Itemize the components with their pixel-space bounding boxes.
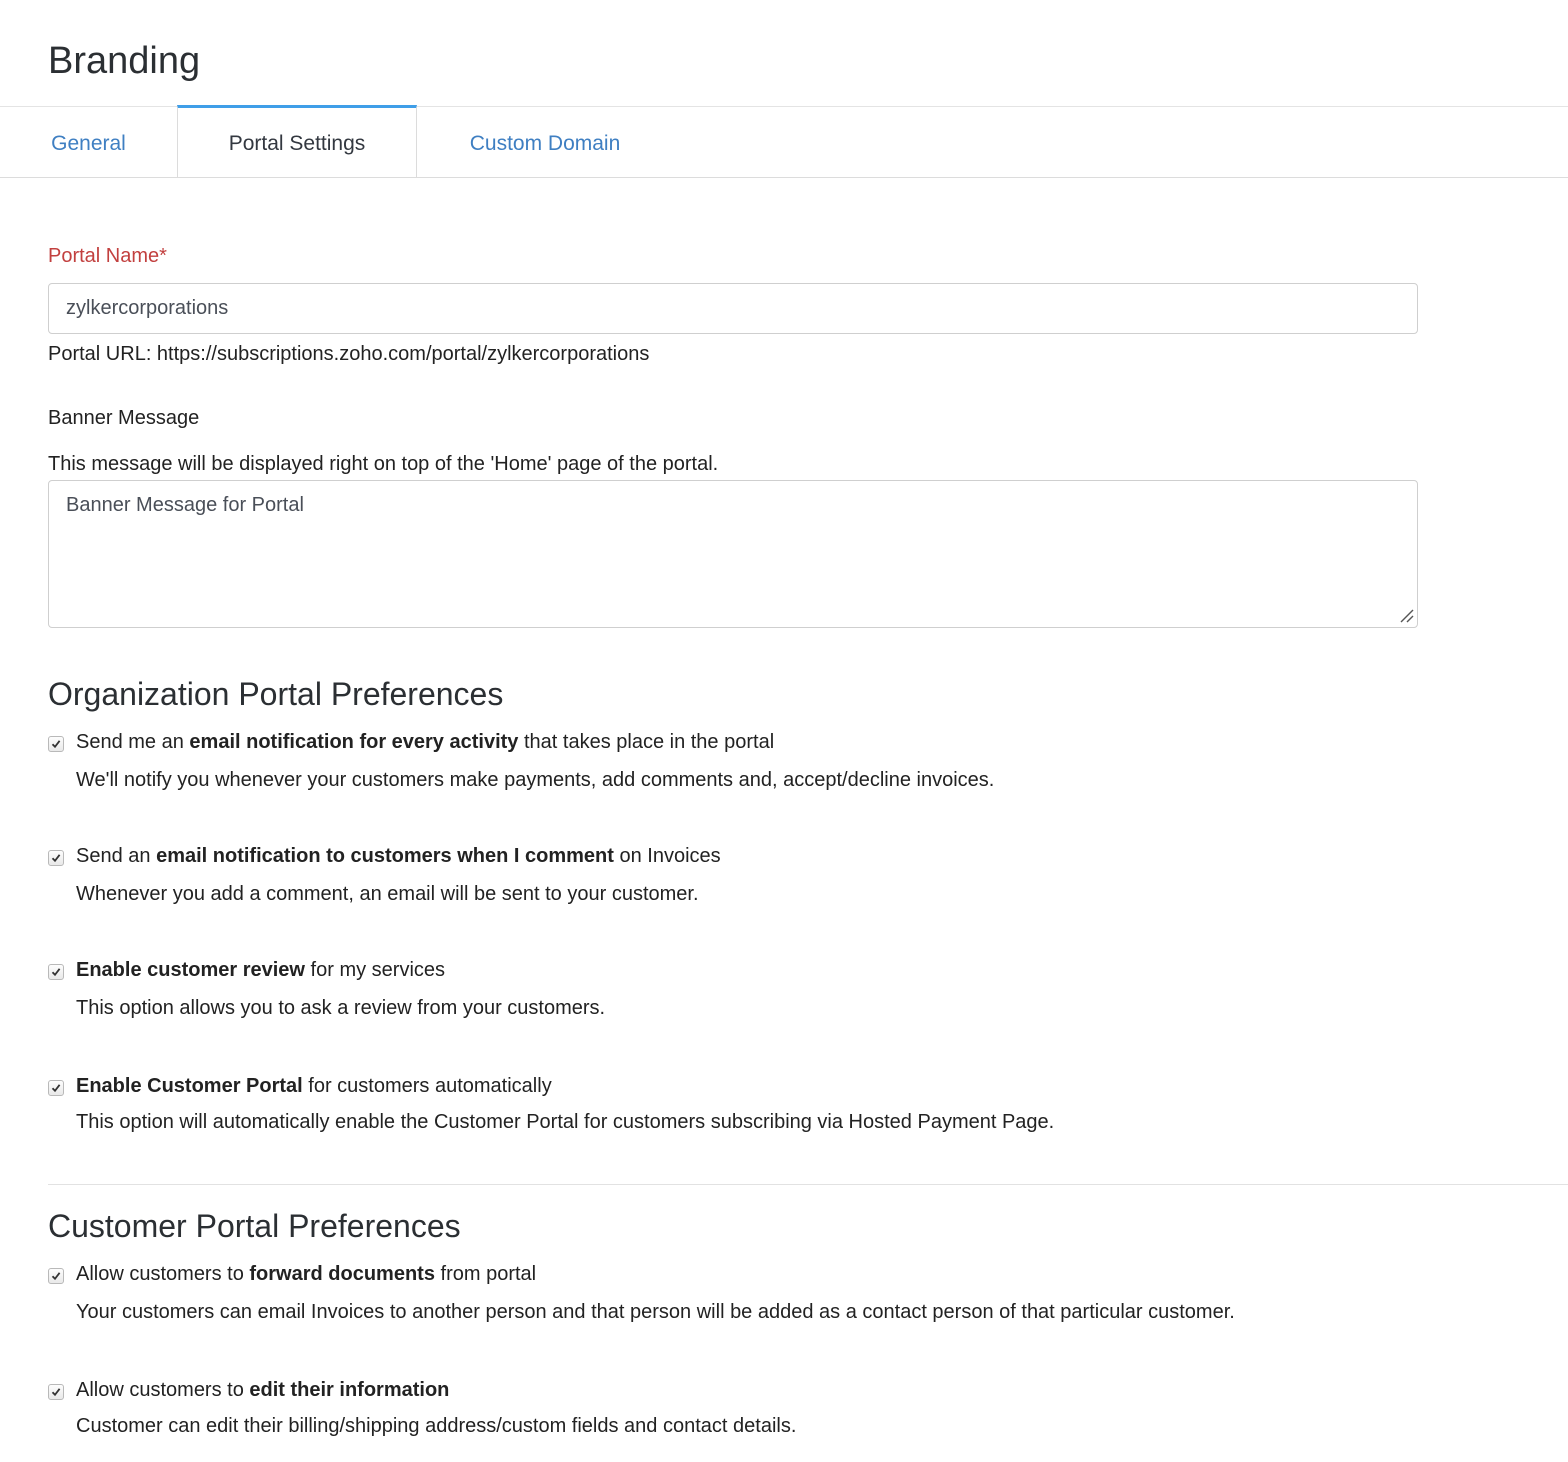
customer-pref-checkbox[interactable] [48,1268,64,1284]
org-pref-title: Enable customer review for my services [76,959,446,981]
checkmark-icon [51,1083,61,1093]
org-pref-desc: This option will automatically enable the Customer Portal for customers subscribing via Hosted Payment Page. [76,1111,1055,1133]
org-pref-title: Enable Customer Portal for customers automatically [76,1075,552,1097]
section-divider [48,1184,1568,1185]
resize-grip-icon[interactable] [1398,607,1414,623]
customer-pref-desc: Customer can edit their billing/shipping address/custom fields and contact details. [76,1415,797,1437]
customer-pref-checkbox[interactable] [48,1384,64,1400]
portal-name-input[interactable] [48,283,1418,334]
tab-portal-settings[interactable]: Portal Settings [177,105,417,177]
org-pref-checkbox[interactable] [48,850,64,866]
checkmark-icon [51,739,61,749]
checkmark-icon [51,853,61,863]
customer-pref-title: Allow customers to edit their information [76,1379,450,1401]
banner-message-label: Banner Message [48,407,200,429]
portal-name-label: Portal Name* [48,245,167,267]
org-prefs-heading: Organization Portal Preferences [48,676,504,712]
customer-pref-title: Allow customers to forward documents from portal [76,1263,537,1285]
portal-url-text: Portal URL: https://subscriptions.zoho.com/portal/zylkercorporations [48,343,650,365]
tab-bar [0,106,1568,178]
org-pref-desc: We'll notify you whenever your customers make payments, add comments and, accept/decline invoices. [76,769,995,791]
org-pref-desc: This option allows you to ask a review from your customers. [76,997,606,1019]
page-title: Branding [48,40,201,82]
org-pref-checkbox[interactable] [48,736,64,752]
banner-message-hint: This message will be displayed right on top of the 'Home' page of the portal. [48,453,719,475]
org-pref-desc: Whenever you add a comment, an email will be sent to your customer. [76,883,699,905]
org-pref-checkbox[interactable] [48,1080,64,1096]
checkmark-icon [51,1387,61,1397]
checkmark-icon [51,967,61,977]
customer-prefs-heading: Customer Portal Preferences [48,1208,461,1244]
tab-general[interactable]: General [51,132,126,155]
org-pref-checkbox[interactable] [48,964,64,980]
checkmark-icon [51,1271,61,1281]
tab-custom-domain[interactable]: Custom Domain [469,132,621,155]
customer-pref-desc: Your customers can email Invoices to another person and that person will be added as a contact person of that particular customer. [76,1301,1235,1323]
banner-message-textarea[interactable] [48,480,1418,628]
org-pref-title: Send me an email notification for every activity that takes place in the portal [76,731,775,753]
org-pref-title: Send an email notification to customers when I comment on Invoices [76,845,721,867]
